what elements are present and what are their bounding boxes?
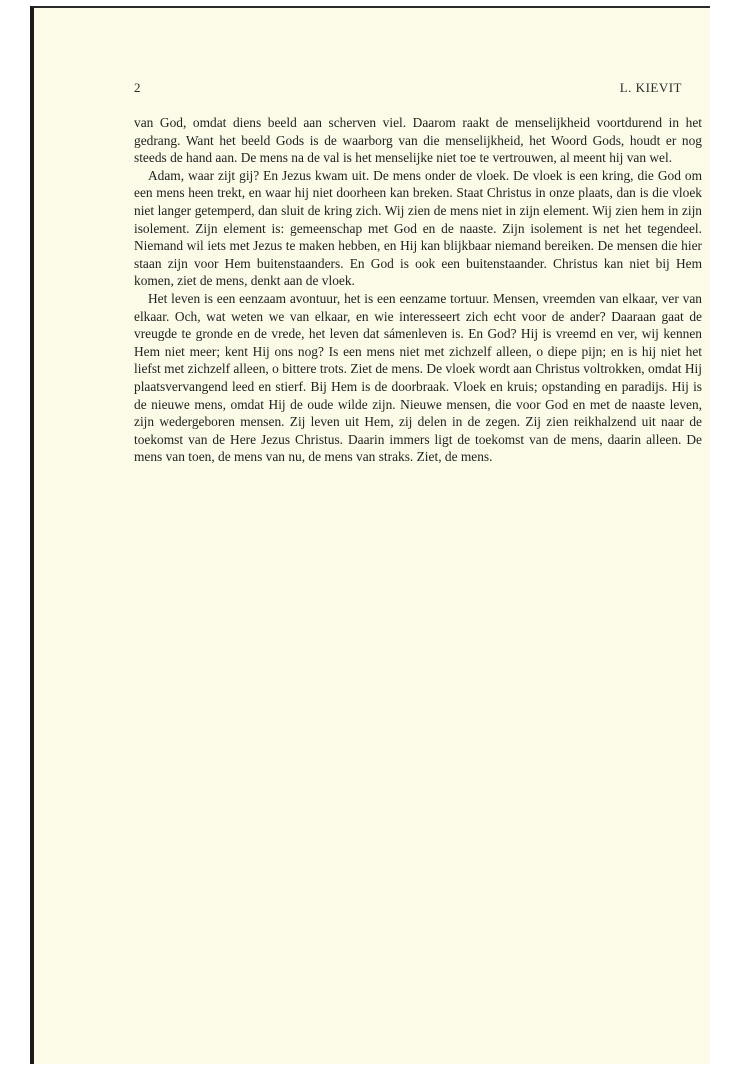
- paragraph-adam: Adam, waar zijt gij? En Jezus kwam uit. De mens onder de vloek. De vloek is een kring, die God om een mens heen trekt, en waar hij niet doorheen kan breken. Staat Christus in onze plaats, dan is die vloek niet langer getemperd, dan sluit de kring zich. Wij zien de mens niet in zijn element. Wij zien hem in zijn isolement. Zijn element is: gemeenschap met God en de naaste. Zijn isolement is net het tegendeel. Niemand wil iets met Jezus te maken hebben, en Hij kan blijkbaar niemand bereiken. De mensen die hier staan zijn voor Hem buitenstaanders. En God is ook een buitenstaander. Christus kan niet bij Hem komen, ziet de mens, denkt aan de vloek.: [134, 167, 702, 289]
- page-number: 2: [134, 80, 141, 95]
- paragraph-leven: Het leven is een eenzaam avontuur, het is een eenzame tortuur. Mensen, vreemden van elkaar, ver van elkaar. Och, wat weten we van elkaar, en wie interesseert zich echt voor de ander? Daaraan gaat de vreugde te gronde en de vrede, het leven dat sámenleven is. En God? Hij is vreemd en ver, wij kennen Hem niet meer; kent Hij ons nog? Is een mens niet met zichzelf alleen, o diepe pijn; en is hij niet het liefst met zichzelf alleen, o bittere trots. Ziet de mens. De vloek wordt aan Christus voltrokken, omdat Hij plaatsvervangend leed en stierf. Bij Hem is de doorbraak. Vloek en kruis; opstanding en paradijs. Hij is de nieuwe mens, omdat Hij de oude wilde zijn. Nieuwe mensen, die voor God en met de naaste leven, zijn wedergeboren mensen. Zij leven uit Hem, zij delen in de zegen. Zij zien reikhalzend uit naar de toekomst van de Here Jezus Christus. Daarin immers ligt de toekomst van de mens, daarin alleen. De mens van toen, de mens van nu, de mens van straks. Ziet, de mens.: [134, 290, 702, 465]
- running-head-author: L. KIEVIT: [619, 80, 682, 95]
- book-page: [30, 6, 710, 1064]
- body-text: [134, 114, 702, 466]
- paragraph-continuation: van God, omdat diens beeld aan scherven viel. Daarom raakt de menselijkheid voortdurend in het gedrang. Want het beeld Gods is de waarborg van die menselijkheid, het Woord Gods, houdt er nog steeds de hand aan. De mens na de val is het menselijke niet toe te vertrouwen, al meent hij van wel.: [134, 115, 702, 166]
- running-head: [134, 80, 682, 98]
